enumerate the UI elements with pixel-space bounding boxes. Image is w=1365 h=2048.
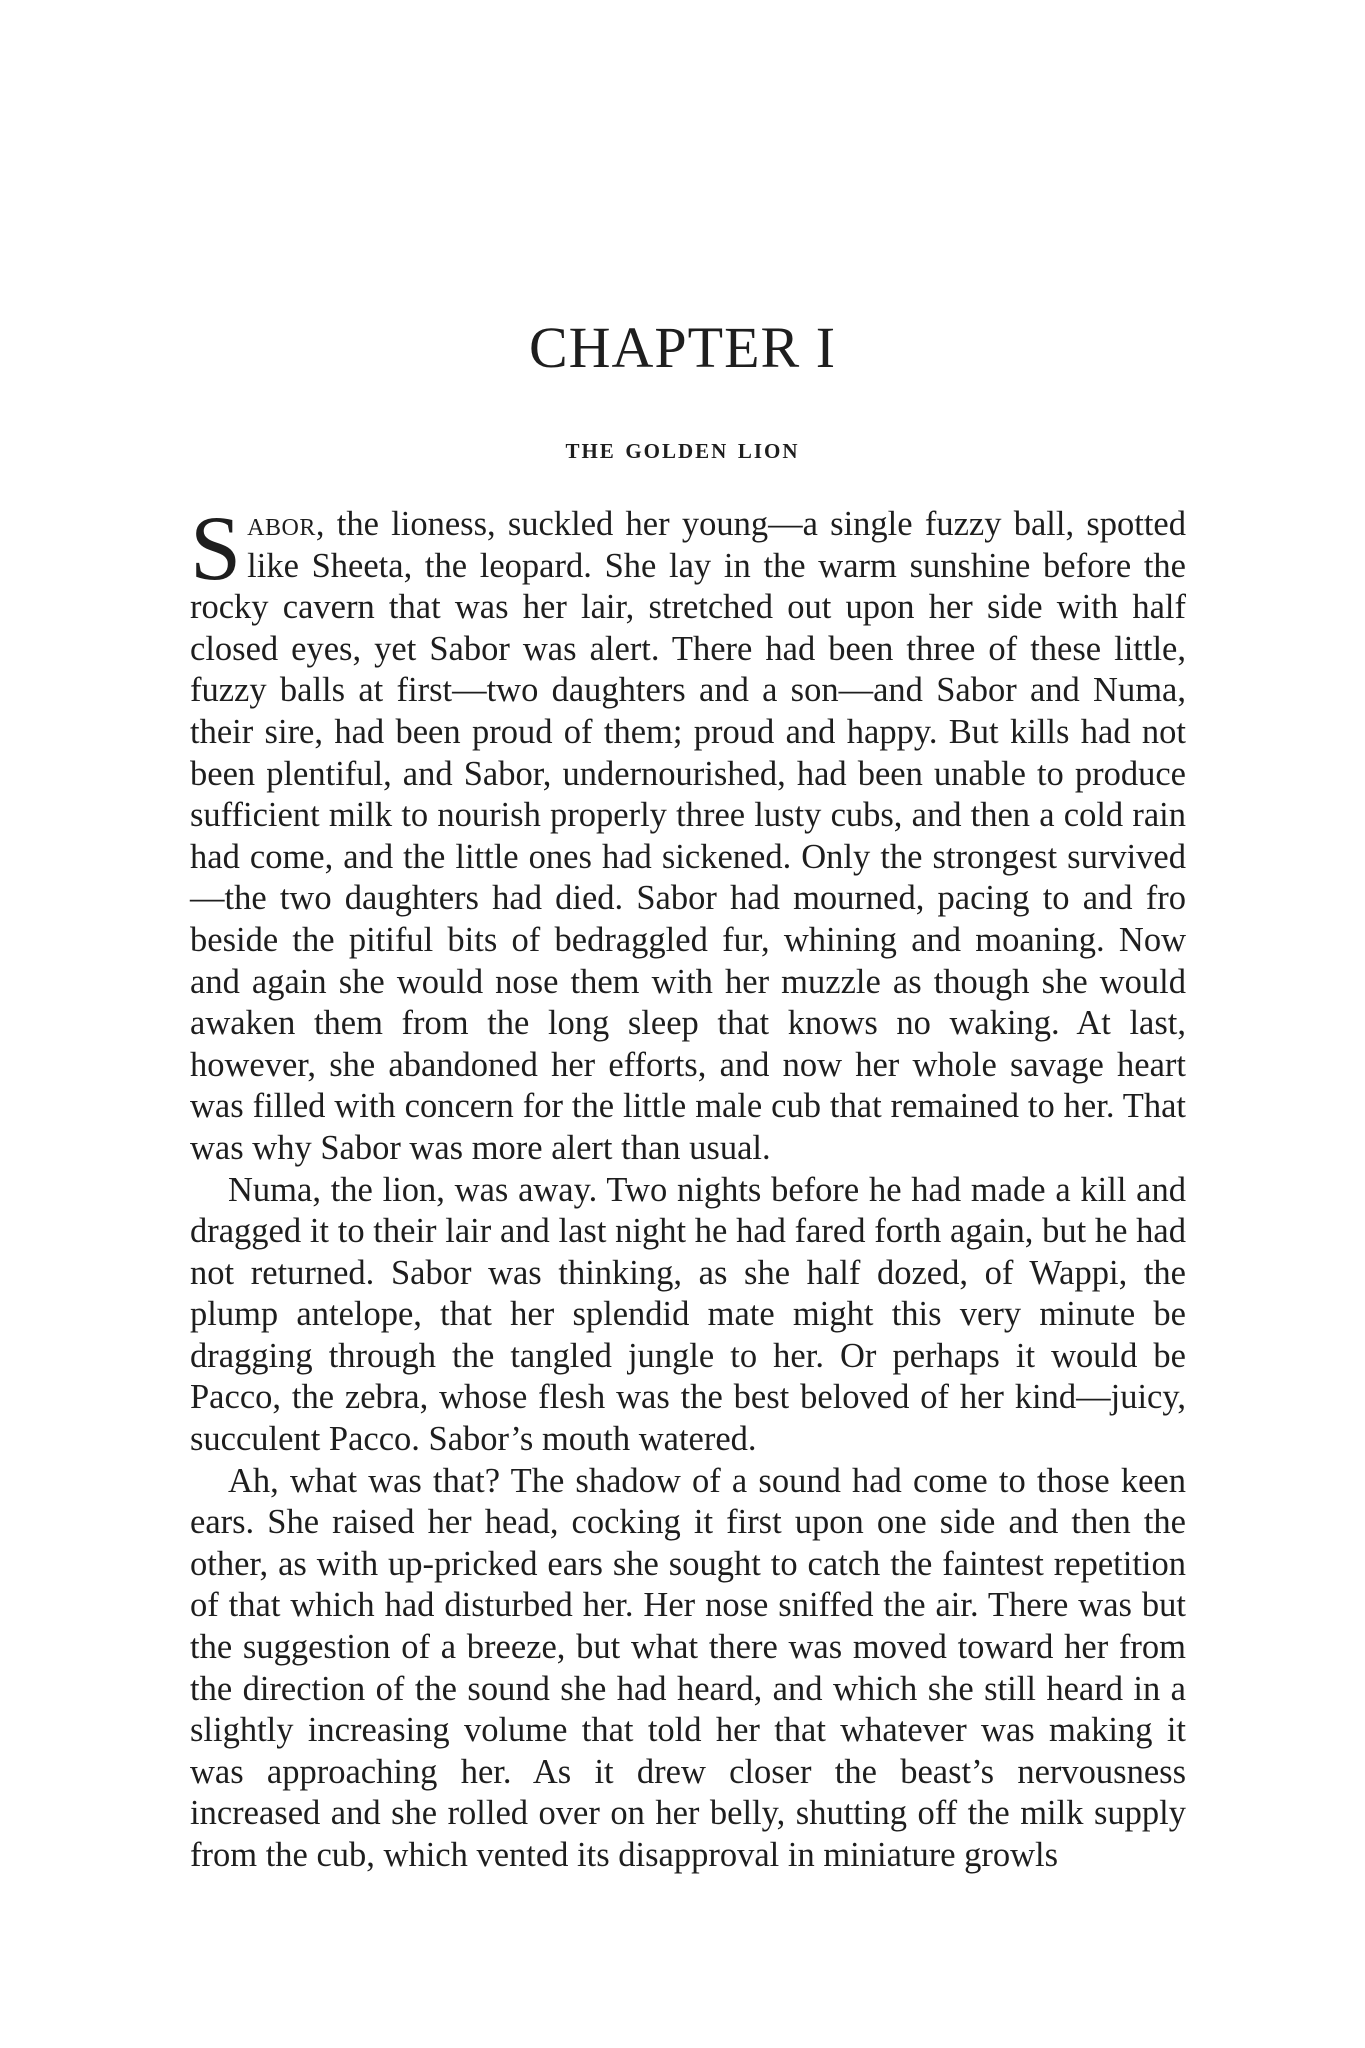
drop-cap: S	[190, 497, 242, 599]
paragraph-3: Ah, what was that? The shadow of a sound had come to those keen ears. She raised her head, cocking it first upon one side and then the other, as with up-pricked ears she sought to catch the faintest repetition of that which had disturbed her. Her nose sniffed the air. There was but the suggestion of a breeze, but what there was moved toward her from the direction of the sound she had heard, and which she still heard in a slightly increasing volume that told her that whatever was making it was approaching her. As it drew closer the beast’s nervousness increased and she rolled over on her belly, shutting off the milk supply from the cub, which vented its disapproval in miniature growls	[190, 1461, 1186, 1874]
opening-word: abor	[247, 505, 316, 543]
paragraph-1-text: , the lioness, suckled her young—a single fuzzy ball, spotted like Sheeta, the leopard. She lay in the warm sunshine before the rocky cavern that was her lair, stretched out upon her side with half closed eyes, yet Sabor was alert. There had been three of these little, fuzzy balls at first—two daughters and a son—and Sabor and Numa, their sire, had been proud of them; proud and happy. But kills had not been plentiful, and Sabor, undernourished, had been unable to produce sufficient milk to nourish properly three lusty cubs, and then a cold rain had come, and the little ones had sickened. Only the strongest survived—the two daughters had died. Sabor had mourned, pacing to and fro beside the pitiful bits of bedraggled fur, whining and moaning. Now and again she would nose them with her muzzle as though she would awaken them from the long sleep that knows no waking. At last, however, she abandoned her efforts, and now her whole savage heart was filled with concern for the little male cub that remained to her. That was why Sabor was more alert than usual.	[190, 505, 1186, 1167]
chapter-body	[190, 497, 1186, 1877]
chapter-subtitle: the golden lion	[565, 432, 800, 465]
paragraph-1	[190, 497, 1186, 1170]
chapter-title: CHAPTER I	[528, 315, 837, 380]
paragraph-2: Numa, the lion, was away. Two nights before he had made a kill and dragged it to their lair and last night he had fared forth again, but he had not returned. Sabor was thinking, as she half dozed, of Wappi, the plump antelope, that her splendid mate might this very minute be dragging through the tangled jungle to her. Or perhaps it would be Pacco, the zebra, whose flesh was the best beloved of her kind—juicy, succulent Pacco. Sabor’s mouth watered.	[190, 1170, 1186, 1459]
